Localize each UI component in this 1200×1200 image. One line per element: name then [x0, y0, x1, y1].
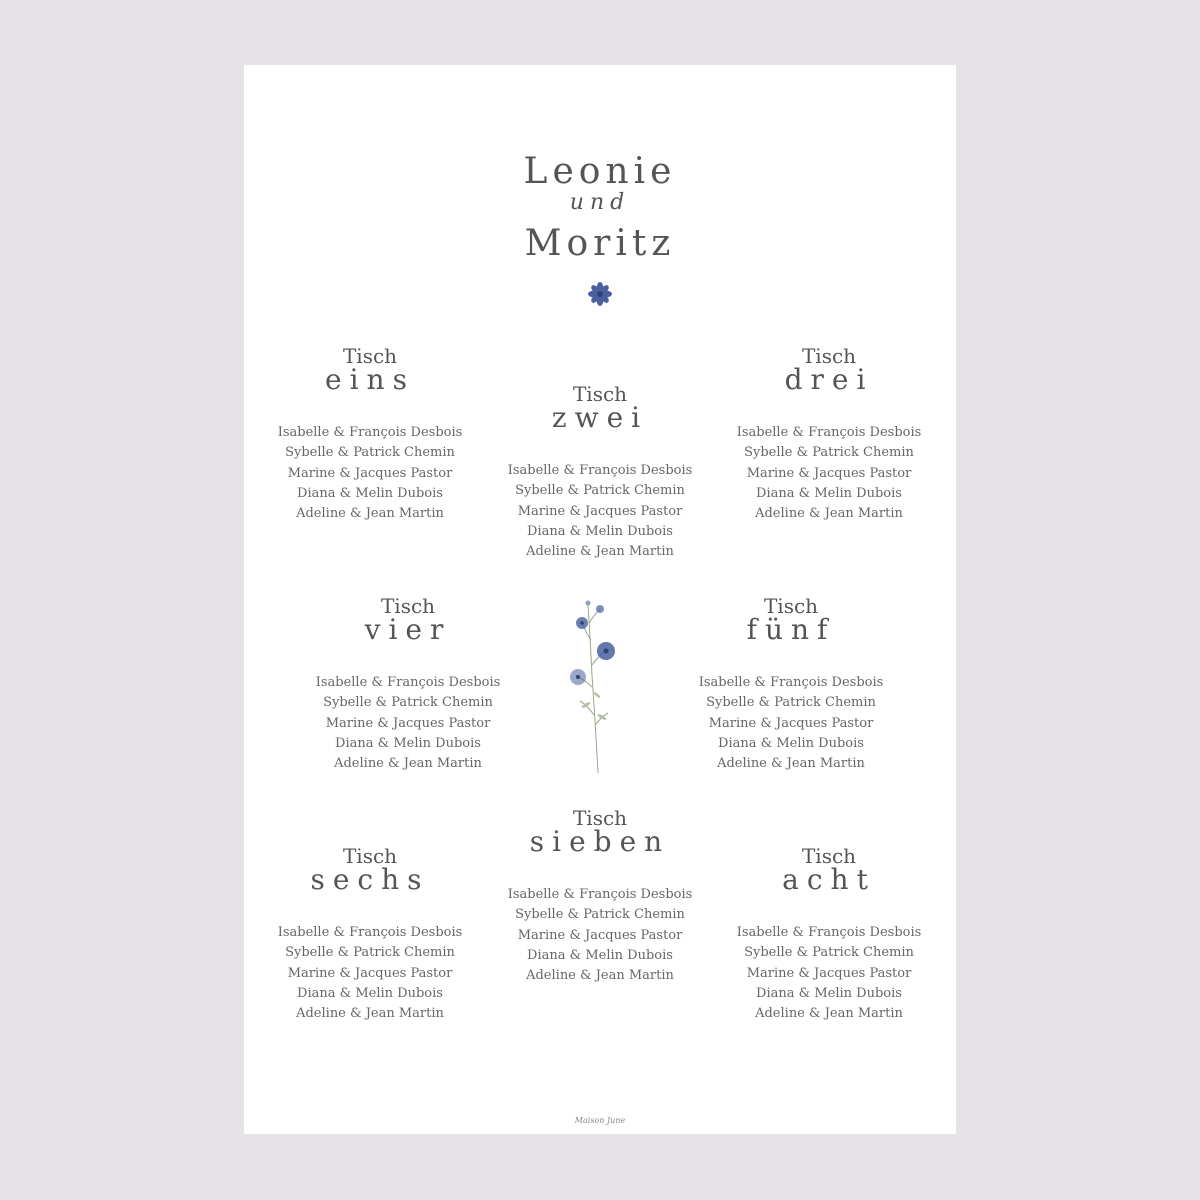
cornflower-sprig-icon	[564, 595, 616, 775]
guest-list	[480, 885, 720, 986]
guest-entry: Diana & Melin Dubois	[756, 485, 902, 501]
guest-entry: Isabelle & François Desbois	[507, 887, 693, 902]
couple-connector: und	[569, 190, 631, 215]
guest-entry: Diana & Melin Dubois	[297, 985, 443, 1001]
guest-list	[709, 923, 949, 1024]
table-label: Tisch	[801, 344, 857, 368]
guest-entry: Diana & Melin Dubois	[756, 985, 902, 1001]
table-label: Tisch	[380, 594, 436, 618]
guest-entry: Marine & Jacques Pastor	[517, 927, 683, 943]
guest-entry: Adeline & Jean Martin	[526, 968, 674, 984]
table-label: Tisch	[572, 382, 628, 406]
table-sieben	[480, 807, 720, 986]
guest-entry: Adeline & Jean Martin	[296, 1006, 444, 1022]
table-zwei	[480, 383, 720, 562]
guest-entry: Sybelle & Patrick Chemin	[285, 945, 455, 961]
guest-entry: Diana & Melin Dubois	[297, 485, 443, 501]
seating-chart-poster	[244, 65, 956, 1134]
table-eins	[250, 345, 490, 524]
guest-entry: Sybelle & Patrick Chemin	[323, 695, 493, 711]
table-label: Tisch	[763, 594, 819, 618]
guest-entry: Marine & Jacques Pastor	[746, 965, 912, 981]
table-label: Tisch	[342, 344, 398, 368]
table-vier	[288, 595, 528, 774]
guest-list	[671, 673, 911, 774]
table-drei	[709, 345, 949, 524]
guest-entry: Isabelle & François Desbois	[736, 925, 922, 940]
guest-list	[480, 461, 720, 562]
guest-entry: Adeline & Jean Martin	[717, 756, 865, 772]
guest-entry: Adeline & Jean Martin	[755, 1006, 903, 1022]
guest-entry: Marine & Jacques Pastor	[746, 465, 912, 481]
guest-list	[250, 923, 490, 1024]
guest-list	[709, 423, 949, 524]
table-number: sieben	[529, 825, 671, 858]
table-number: drei	[784, 363, 874, 396]
cornflower-icon	[587, 281, 613, 307]
table-label: Tisch	[801, 844, 857, 868]
guest-entry: Marine & Jacques Pastor	[325, 715, 491, 731]
table-number: zwei	[551, 401, 649, 434]
guest-entry: Isabelle & François Desbois	[698, 675, 884, 690]
guest-entry: Sybelle & Patrick Chemin	[285, 445, 455, 461]
guest-entry: Diana & Melin Dubois	[335, 735, 481, 751]
guest-entry: Marine & Jacques Pastor	[287, 465, 453, 481]
guest-entry: Marine & Jacques Pastor	[708, 715, 874, 731]
guest-entry: Isabelle & François Desbois	[736, 425, 922, 440]
guest-entry: Isabelle & François Desbois	[277, 425, 463, 440]
table-number: fünf	[746, 613, 836, 646]
table-label: Tisch	[342, 844, 398, 868]
credit-text: Maison June	[574, 1116, 626, 1125]
couple-name-two: Moritz	[524, 223, 676, 264]
guest-entry: Sybelle & Patrick Chemin	[515, 907, 685, 923]
guest-entry: Sybelle & Patrick Chemin	[515, 483, 685, 499]
table-number: acht	[782, 863, 876, 896]
guest-entry: Diana & Melin Dubois	[718, 735, 864, 751]
guest-entry: Diana & Melin Dubois	[527, 523, 673, 539]
guest-entry: Isabelle & François Desbois	[277, 925, 463, 940]
guest-entry: Sybelle & Patrick Chemin	[706, 695, 876, 711]
guest-entry: Marine & Jacques Pastor	[287, 965, 453, 981]
guest-entry: Adeline & Jean Martin	[755, 506, 903, 522]
table-number: vier	[364, 613, 452, 646]
guest-entry: Sybelle & Patrick Chemin	[744, 445, 914, 461]
guest-entry: Marine & Jacques Pastor	[517, 503, 683, 519]
table-sechs	[250, 845, 490, 1024]
couple-name-one: Leonie	[523, 151, 677, 192]
guest-entry: Isabelle & François Desbois	[315, 675, 501, 690]
guest-list	[250, 423, 490, 524]
guest-list	[288, 673, 528, 774]
table-number: eins	[325, 363, 415, 396]
guest-entry: Sybelle & Patrick Chemin	[744, 945, 914, 961]
table-number: sechs	[310, 863, 430, 896]
table-label: Tisch	[572, 806, 628, 830]
guest-entry: Adeline & Jean Martin	[526, 544, 674, 560]
guest-entry: Adeline & Jean Martin	[334, 756, 482, 772]
table-fuenf	[671, 595, 911, 774]
guest-entry: Adeline & Jean Martin	[296, 506, 444, 522]
table-acht	[709, 845, 949, 1024]
guest-entry: Isabelle & François Desbois	[507, 463, 693, 478]
guest-entry: Diana & Melin Dubois	[527, 947, 673, 963]
